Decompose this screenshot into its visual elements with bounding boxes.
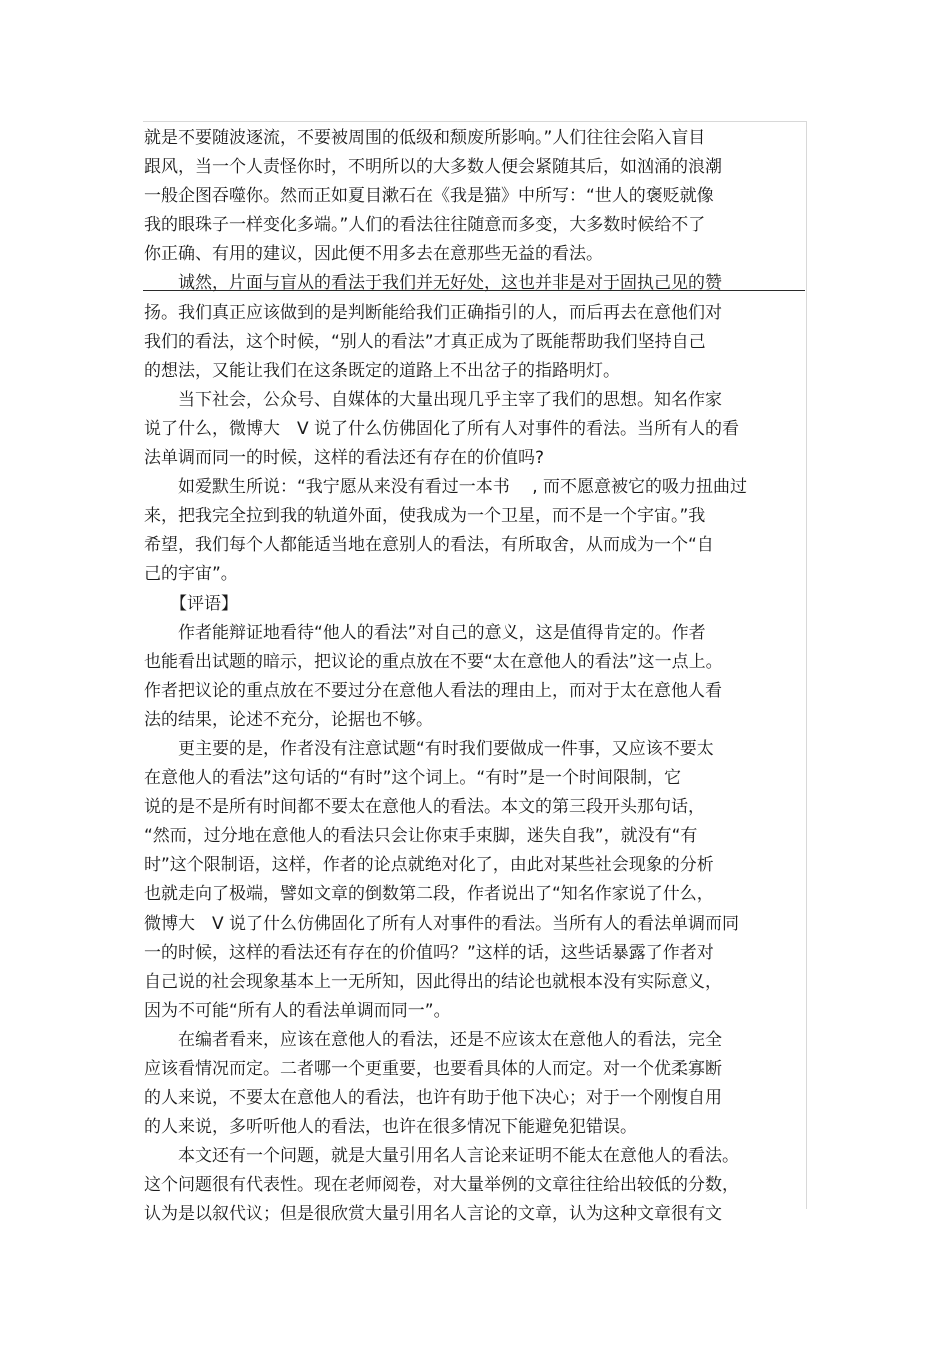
- text-line: 当下社会，公众号、自媒体的大量出现几乎主宰了我们的思想。知名作家: [178, 389, 722, 410]
- text-line: 就是不要随波逐流，不要被周围的低级和颓废所影响。”人们往往会陷入盲目: [144, 128, 706, 148]
- page-frame-top-border: [143, 121, 807, 122]
- text-line: 的人来说，不要太在意他人的看法，也许有助于他下决心；对于一个刚愎自用: [144, 1088, 722, 1109]
- text-line: 我的眼珠子一样变化多端。”人们的看法往往随意而多变，大多数时候给不了: [144, 215, 706, 236]
- text-line: 你正确、有用的建议，因此便不用多去在意那些无益的看法。: [144, 244, 603, 265]
- text-line: “然而，过分地在意他人的看法只会让你束手束脚，迷失自我”，就没有“有: [144, 826, 698, 847]
- text-line: 的人来说，多听听他人的看法，也许在很多情况下能避免犯错误。: [144, 1117, 637, 1138]
- text-line: 也就走向了极端，譬如文章的倒数第二段，作者说出了“知名作家说了什么，: [144, 884, 714, 905]
- text-line: 自己说的社会现象基本上一无所知，因此得出的结论也就根本没有实际意义，: [144, 971, 722, 992]
- text-line: 这个问题很有代表性。现在老师阅卷，对大量举例的文章往往给出较低的分数，: [144, 1175, 739, 1196]
- text-line: 法单调而同一的时候，这样的看法还有存在的价值吗?: [144, 448, 545, 469]
- text-line: 我们的看法，这个时候，“别人的看法”才真正成为了既能帮助我们坚持自己: [144, 331, 706, 352]
- section-heading-comment: 【评语】: [170, 593, 238, 614]
- text-line: 也能看出试题的暗示，把议论的重点放在不要“太在意他人的看法”这一点上。: [144, 651, 723, 672]
- text-line: 一的时候，这样的看法还有存在的价值吗？”这样的话，这些话暴露了作者对: [144, 942, 714, 963]
- text-line: 己的宇宙”。: [144, 564, 238, 585]
- text-line: 作者能辩证地看待“他人的看法”对自己的意义，这是值得肯定的。作者: [178, 622, 706, 643]
- text-line: 希望，我们每个人都能适当地在意别人的看法，有所取舍，从而成为一个“自: [144, 535, 714, 556]
- text-line: 说了什么，微博大 V 说了什么仿佛固化了所有人对事件的看法。当所有人的看: [144, 418, 740, 439]
- text-line: 在编者看来，应该在意他人的看法，还是不应该太在意他人的看法，完全: [178, 1029, 722, 1050]
- text-line: 时”这个限制语，这样，作者的论点就绝对化了，由此对某些社会现象的分析: [144, 855, 714, 876]
- text-line: 法的结果，论述不充分，论据也不够。: [144, 709, 433, 730]
- text-line: 跟风，当一个人责怪你时，不明所以的大多数人便会紧随其后，如汹涌的浪潮: [144, 157, 722, 178]
- text-line: 作者把议论的重点放在不要过分在意他人看法的理由上，而对于太在意他人看: [144, 680, 722, 701]
- text-line: 更主要的是，作者没有注意试题“有时我们要做成一件事，又应该不要太: [178, 738, 714, 759]
- text-line: 说的是不是所有时间都不要太在意他人的看法。本文的第三段开头那句话，: [144, 797, 705, 818]
- text-line: 在意他人的看法”这句话的“有时”这个词上。“有时”是一个时间限制，它: [144, 768, 682, 789]
- text-line: 扬。我们真正应该做到的是判断能给我们正确指引的人，而后再去在意他们对: [144, 302, 722, 323]
- document-body: [144, 124, 804, 1230]
- text-line: 因为不可能“所有人的看法单调而同一”。: [144, 1000, 451, 1021]
- text-line: 应该看情况而定。二者哪一个更重要，也要看具体的人而定。对一个优柔寡断: [144, 1059, 722, 1079]
- text-line: 认为是以叙代议；但是很欣赏大量引用名人言论的文章，认为这种文章很有文: [144, 1204, 722, 1225]
- text-line: 一般企图吞噬你。然而正如夏目漱石在《我是猫》中所写：“世人的褒贬就像: [144, 186, 714, 207]
- text-line: 诚然，片面与盲从的看法于我们并无好处，这也并非是对于固执己见的赞: [178, 273, 722, 294]
- page-frame-right-border: [806, 121, 807, 1209]
- text-line: 微博大 V 说了什么仿佛固化了所有人对事件的看法。当所有人的看法单调而同: [144, 913, 740, 934]
- text-line: 本文还有一个问题，就是大量引用名人言论来证明不能太在意他人的看法。: [178, 1146, 739, 1167]
- text-line: 的想法，又能让我们在这条既定的道路上不出岔子的指路明灯。: [144, 360, 620, 381]
- text-line: 来，把我完全拉到我的轨道外面，使我成为一个卫星，而不是一个宇宙。”我: [144, 506, 706, 527]
- text-line: 如爱默生所说：“我宁愿从来没有看过一本书 , 而不愿意被它的吸力扭曲过: [178, 477, 748, 498]
